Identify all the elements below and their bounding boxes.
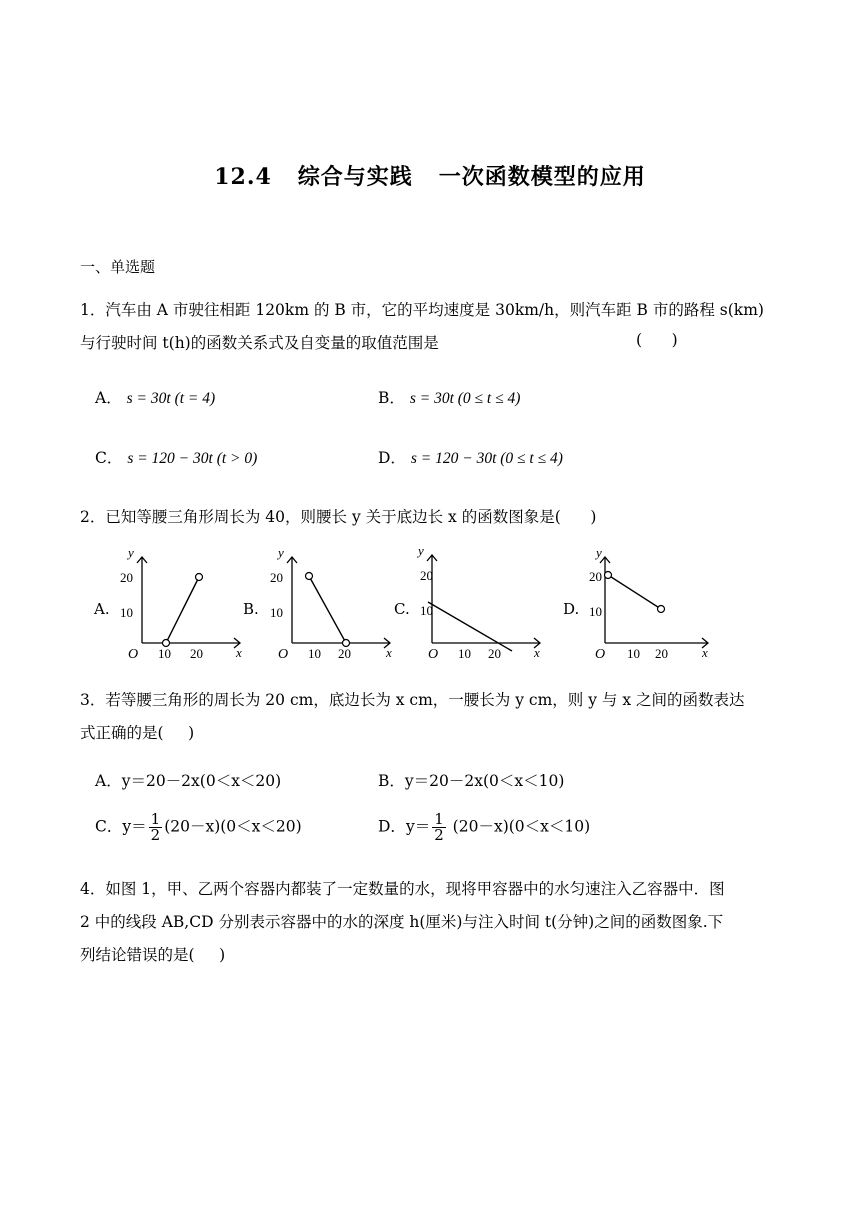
origin-label: O bbox=[595, 647, 606, 662]
open-endpoint bbox=[163, 640, 170, 647]
q3-option-a[interactable] bbox=[95, 769, 281, 791]
q3-option-d[interactable] bbox=[378, 812, 590, 843]
fraction-denominator: 2 bbox=[434, 826, 444, 844]
function-segment bbox=[608, 575, 661, 609]
q1-option-a[interactable] bbox=[95, 386, 215, 408]
option-label: B． bbox=[378, 389, 405, 407]
q3-option-c[interactable] bbox=[95, 812, 302, 843]
y-axis-label: y bbox=[278, 545, 284, 560]
option-expression-suffix: (20－x)(0＜x＜20) bbox=[164, 817, 302, 836]
fraction bbox=[149, 812, 163, 843]
option-expression: s = 120 − 30t (t > 0) bbox=[127, 450, 258, 467]
q4-stem-line1: 4．如图 1，甲、乙两个容器内都装了一定数量的水，现将甲容器中的水匀速注入乙容器中．图 bbox=[80, 880, 725, 898]
q2-graph-c[interactable] bbox=[402, 545, 547, 665]
y-tick-20: 20 bbox=[120, 570, 133, 585]
q1-option-d[interactable] bbox=[378, 446, 563, 468]
y-tick-10: 10 bbox=[589, 604, 602, 619]
x-tick-20: 20 bbox=[655, 646, 668, 661]
option-label: B． bbox=[378, 772, 405, 790]
option-expression: s = 30t (t = 4) bbox=[126, 390, 216, 407]
q1-answer-paren: ( ) bbox=[636, 331, 678, 349]
q2-graph-a-label: A. bbox=[94, 600, 110, 618]
x-tick-10: 10 bbox=[458, 646, 471, 661]
y-axis-label: y bbox=[596, 545, 602, 560]
option-label: A． bbox=[95, 772, 122, 790]
origin-label: O bbox=[428, 647, 439, 662]
y-tick-10: 10 bbox=[270, 605, 283, 620]
q1-stem-line1: 1．汽车由 A 市驶往相距 120km 的 B 市，它的平均速度是 30km/h，则汽车距 B 市的路程 s(km) bbox=[80, 301, 764, 319]
option-expression: y＝20－2x(0＜x＜20) bbox=[121, 772, 282, 790]
x-axis-label: x bbox=[534, 645, 540, 660]
section-heading: 一、单选题 bbox=[80, 258, 156, 276]
q3-stem-line2: 式正确的是( ) bbox=[80, 724, 195, 742]
option-expression: y＝20－2x(0＜x＜10) bbox=[404, 772, 565, 790]
function-line bbox=[428, 602, 512, 651]
option-expression: s = 30t (0 ≤ t ≤ 4) bbox=[409, 390, 521, 407]
function-segment bbox=[309, 576, 346, 643]
q4-stem-line2: 2 中的线段 AB,CD 分别表示容器中的水的深度 h(厘米)与注入时间 t(分钟)之间的函数图象.下 bbox=[80, 913, 724, 931]
open-endpoint bbox=[196, 574, 203, 581]
x-axis-label: x bbox=[236, 645, 242, 660]
x-tick-10: 10 bbox=[308, 646, 321, 661]
q1-option-c[interactable] bbox=[95, 446, 257, 468]
open-endpoint bbox=[343, 640, 350, 647]
option-expression-suffix: (20－x)(0＜x＜10) bbox=[447, 817, 591, 836]
q2-graph-d-label: D. bbox=[563, 600, 580, 618]
option-expression: s = 120 − 30t (0 ≤ t ≤ 4) bbox=[410, 450, 563, 467]
option-label: D． bbox=[378, 817, 406, 836]
x-tick-10: 10 bbox=[158, 646, 171, 661]
y-axis-label: y bbox=[418, 545, 424, 558]
option-label: D． bbox=[378, 449, 406, 467]
q2-graph-c-label: C. bbox=[394, 600, 410, 618]
y-tick-10: 10 bbox=[420, 603, 433, 618]
origin-label: O bbox=[278, 647, 289, 662]
q3-stem-line1: 3．若等腰三角形的周长为 20 cm，底边长为 x cm，一腰长为 y cm，则 y 与 x 之间的函数表达 bbox=[80, 691, 745, 709]
q4-stem-line3: 列结论错误的是( ) bbox=[80, 946, 226, 964]
fraction bbox=[432, 812, 446, 843]
q1-stem-line2: 与行驶时间 t(h)的函数关系式及自变量的取值范围是 bbox=[80, 334, 439, 352]
x-tick-20: 20 bbox=[190, 646, 203, 661]
x-tick-20: 20 bbox=[338, 646, 351, 661]
x-tick-10: 10 bbox=[627, 646, 640, 661]
x-tick-20: 20 bbox=[488, 646, 501, 661]
x-axis-label: x bbox=[702, 645, 708, 660]
q2-graph-b-label: B. bbox=[243, 600, 259, 618]
fraction-numerator: 1 bbox=[434, 810, 444, 828]
option-label: C． bbox=[95, 449, 123, 467]
function-segment bbox=[166, 577, 199, 643]
y-tick-20: 20 bbox=[270, 570, 283, 585]
y-axis-label: y bbox=[128, 545, 134, 560]
open-endpoint bbox=[605, 572, 612, 579]
page-title: 12.4 综合与实践 一次函数模型的应用 bbox=[214, 164, 646, 190]
q2-stem: 2．已知等腰三角形周长为 40，则腰长 y 关于底边长 x 的函数图象是( ) bbox=[80, 508, 597, 526]
q2-graph-b[interactable] bbox=[262, 545, 397, 665]
y-tick-20: 20 bbox=[589, 569, 602, 584]
q2-graph-d[interactable] bbox=[575, 545, 715, 665]
open-endpoint bbox=[306, 573, 313, 580]
option-expression-prefix: y＝ bbox=[405, 817, 431, 836]
origin-label: O bbox=[128, 647, 139, 662]
option-expression-prefix: y＝ bbox=[122, 817, 147, 836]
fraction-denominator: 2 bbox=[150, 826, 161, 844]
option-label: C． bbox=[95, 817, 123, 836]
y-tick-10: 10 bbox=[120, 605, 133, 620]
fraction-numerator: 1 bbox=[150, 810, 161, 828]
x-axis-label: x bbox=[386, 645, 392, 660]
open-endpoint bbox=[658, 606, 665, 613]
q1-option-b[interactable] bbox=[378, 386, 520, 408]
option-label: A． bbox=[95, 389, 122, 407]
y-tick-20: 20 bbox=[420, 568, 433, 583]
q2-graph-a[interactable] bbox=[112, 545, 247, 665]
q3-option-b[interactable] bbox=[378, 769, 564, 791]
